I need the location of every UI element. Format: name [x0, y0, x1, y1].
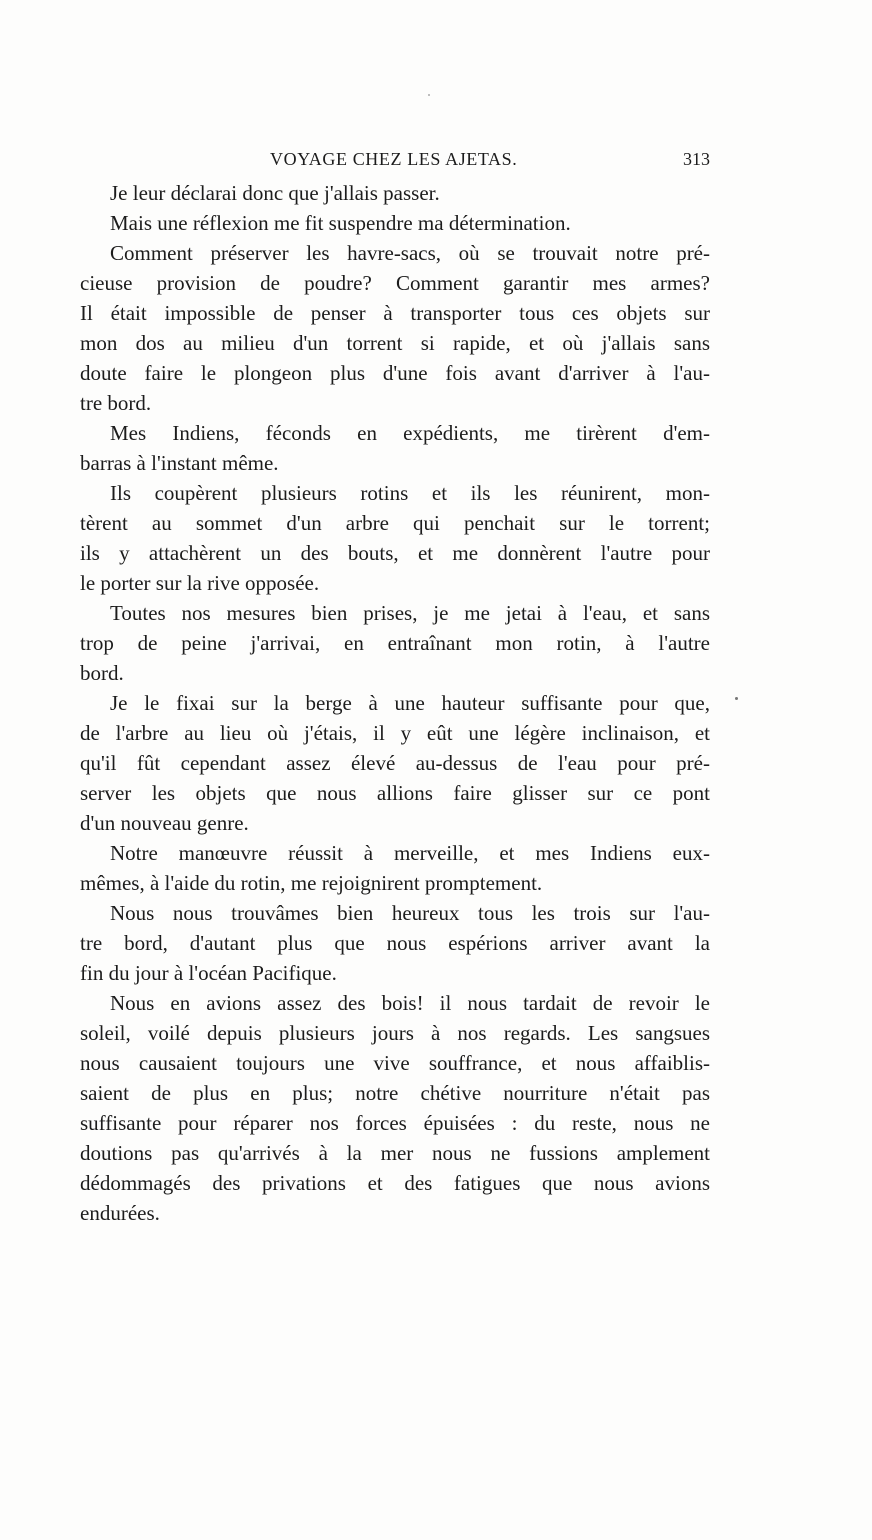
text-line: tre bord, d'autant plus que nous espérions arriver avant la: [80, 931, 710, 955]
text-line: Ils coupèrent plusieurs rotins et ils les réunirent, mon-: [110, 481, 710, 505]
paper-speck: [428, 94, 430, 96]
text-line: doutions pas qu'arrivés à la mer nous ne fussions amplement: [80, 1141, 710, 1165]
text-line: nous causaient toujours une vive souffrance, et nous affaiblis-: [80, 1051, 710, 1075]
text-line: dédommagés des privations et des fatigues que nous avions: [80, 1171, 710, 1195]
text-line: Nous nous trouvâmes bien heureux tous les trois sur l'au-: [110, 901, 710, 925]
text-line: tre bord.: [80, 391, 152, 415]
text-line: Mes Indiens, féconds en expédients, me tirèrent d'em-: [110, 421, 710, 445]
text-line: Toutes nos mesures bien prises, je me jetai à l'eau, et sans: [110, 601, 710, 625]
text-line: Je le fixai sur la berge à une hauteur suffisante pour que,: [110, 691, 710, 715]
text-line: barras à l'instant même.: [80, 451, 279, 475]
text-line: suffisante pour réparer nos forces épuisées : du reste, nous ne: [80, 1111, 710, 1135]
text-line: le porter sur la rive opposée.: [80, 571, 320, 595]
text-line: doute faire le plongeon plus d'une fois avant d'arriver à l'au-: [80, 361, 710, 385]
text-line: Notre manœuvre réussit à merveille, et mes Indiens eux-: [110, 841, 710, 865]
paper-speck: [735, 697, 738, 700]
text-line: cieuse provision de poudre? Comment garantir mes armes?: [80, 271, 710, 295]
text-line: de l'arbre au lieu où j'étais, il y eût une légère inclinaison, et: [80, 721, 710, 745]
text-line: ils y attachèrent un des bouts, et me donnèrent l'autre pour: [80, 541, 710, 565]
text-line: server les objets que nous allions faire glisser sur ce pont: [80, 781, 710, 805]
text-line: soleil, voilé depuis plusieurs jours à nos regards. Les sangsues: [80, 1021, 710, 1045]
text-line: mêmes, à l'aide du rotin, me rejoignirent promptement.: [80, 871, 543, 895]
text-line: Mais une réflexion me fit suspendre ma détermination.: [110, 211, 571, 235]
text-line: tèrent au sommet d'un arbre qui penchait sur le torrent;: [80, 511, 710, 535]
text-line: bord.: [80, 661, 124, 685]
text-line: trop de peine j'arrivai, en entraînant mon rotin, à l'autre: [80, 631, 710, 655]
page-number: 313: [683, 149, 710, 169]
running-title: VOYAGE CHEZ LES AJETAS.: [270, 149, 518, 169]
text-line: saient de plus en plus; notre chétive nourriture n'était pas: [80, 1081, 710, 1105]
text-line: fin du jour à l'océan Pacifique.: [80, 961, 337, 985]
text-line: Comment préserver les havre-sacs, où se trouvait notre pré-: [110, 241, 710, 265]
body-text: [80, 178, 710, 1228]
text-line: d'un nouveau genre.: [80, 811, 249, 835]
text-line: endurées.: [80, 1201, 160, 1225]
text-line: mon dos au milieu d'un torrent si rapide, et où j'allais sans: [80, 331, 710, 355]
text-line: Nous en avions assez des bois! il nous tardait de revoir le: [110, 991, 710, 1015]
text-line: qu'il fût cependant assez élevé au-dessus de l'eau pour pré-: [80, 751, 710, 775]
text-line: Je leur déclarai donc que j'allais passer.: [110, 181, 440, 205]
running-header: [80, 147, 710, 171]
text-line: Il était impossible de penser à transporter tous ces objets sur: [80, 301, 710, 325]
